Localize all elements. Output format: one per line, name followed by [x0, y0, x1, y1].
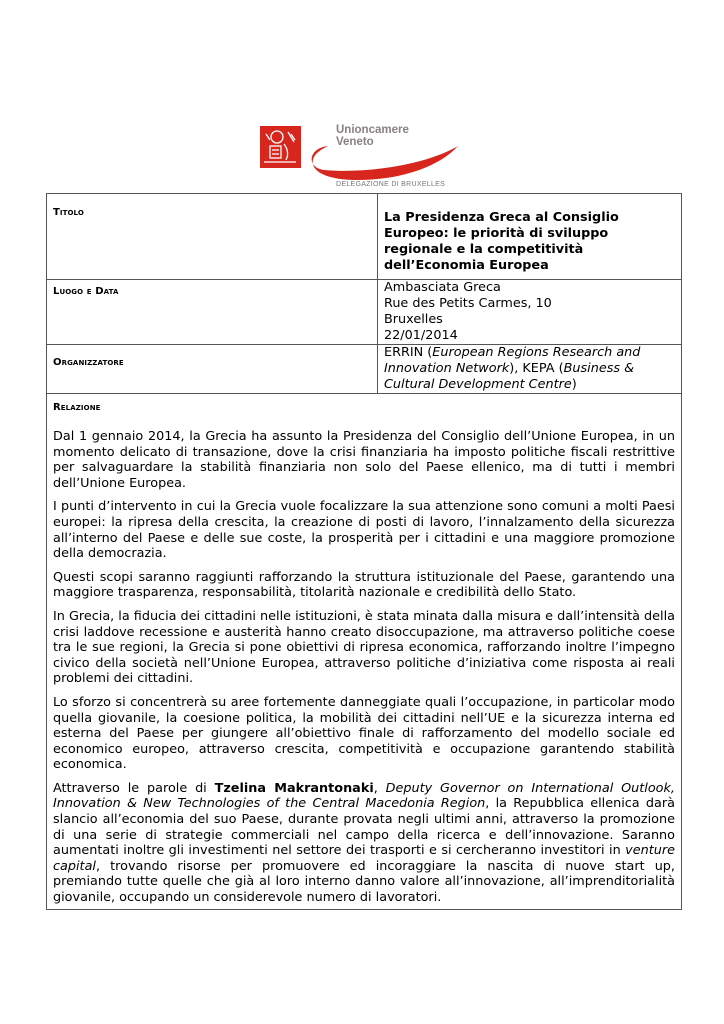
label-relazione: Relazione [53, 402, 101, 413]
luogo-line: Rue des Petits Carmes, 10 [384, 296, 552, 311]
logo-name-line1: Unioncamere [336, 124, 409, 136]
paragraph: Questi scopi saranno raggiunti rafforzando la struttura istituzionale del Paese, garantendo una maggiore trasparenza, responsabilità, titolarità nazionale e credibilità dello Stato. [53, 569, 675, 601]
label-organizzatore: Organizzatore [53, 357, 124, 368]
speaker-role: Deputy Governor on International Outlook, Innovation & New Technologies of the Central Macedonia Region [53, 780, 675, 812]
document-title: La Presidenza Greca al Consiglio Europeo: le priorità di sviluppo regionale e la competitività dell’Economia Europea [384, 210, 619, 273]
report-table [46, 193, 682, 910]
luogo-line: Bruxelles [384, 312, 443, 327]
luogo-line: Ambasciata Greca [384, 280, 501, 295]
label-titolo: Titolo [53, 207, 84, 218]
logo-subtitle: DELEGAZIONE DI BRUXELLES [336, 181, 446, 188]
event-date: 22/01/2014 [384, 328, 458, 343]
label-luogo-data: Luogo e Data [53, 286, 119, 297]
speaker-name: Tzelina Makrantonaki [214, 780, 374, 796]
paragraph: I punti d’intervento in cui la Grecia vuole focalizzare la sua attenzione sono comuni a molti Paesi europei: la ripresa della crescita, la creazione di posti di lavoro, l’innalzamento della sicurezza all’interno del Paese e delle sue coste, la prosperità per i cittadini e una maggiore promozione della democrazia. [53, 499, 675, 562]
organizzatore-value: ERRIN (European Regions Research and Innovation Network), KEPA (Business & Cultural Development Centre) [378, 345, 682, 394]
paragraph: Dal 1 gennaio 2014, la Grecia ha assunto la Presidenza del Consiglio dell’Unione Europea, in un momento delicato di transazione, dove la crisi finanziaria ha imposto politiche fiscali restrittive per salvaguardare la stabilità finanziaria non solo del Paese ellenico, ma di tutti i membri dell’Unione Europea. [53, 429, 675, 491]
row-titolo [47, 194, 682, 280]
row-organizzatore [47, 345, 682, 394]
logo-name-line2: Veneto [336, 136, 374, 148]
row-relazione [47, 394, 682, 910]
paragraph-last: Attraverso le parole di Tzelina Makrantonaki, Deputy Governor on International Outlook, Innovation & New Technologies of the Central Macedonia Region, la Repubblica ellenica darà slancio all’economia del suo Paese, durante provata negli ultimi anni, attraverso la promozione di una serie di strategie commerciali nel campo della ricerca e dell’innovazione. Saranno aumentati inoltre gli investimenti nel settore dei trasporti e si cercheranno investitori in venture capital, trovando risorse per promuovere ed incoraggiare la nascita di nuove start up, premiando tutte quelle che già al loro interno danno valore all’innovazione, all’imprenditorialità giovanile, occupando un considerevole numero di lavoratori. [53, 780, 675, 906]
unioncamere-veneto-logo [258, 124, 468, 190]
row-luogo-data [47, 280, 682, 345]
paragraph: In Grecia, la fiducia dei cittadini nelle istituzioni, è stata minata dalla misura e dall’intensità della crisi laddove recessione e austerità hanno creato disoccupazione, ma attraverso politiche coese tra le sue regioni, la Grecia si pone obiettivi di ripresa economica, rafforzando inoltre l’impegno civico della società nell’Unione Europea, attraverso politiche d’iniziativa come risposta ai reali problemi dei cittadini. [53, 608, 676, 687]
paragraph: Lo sforzo si concentrerà su aree fortemente danneggiate quali l’occupazione, in particolar modo quella giovanile, la coesione politica, la mobilità dei cittadini nell’UE e la sicurezza interna ed esterna del Paese per giungere all’obiettivo finale di rafforzamento del modello sociale ed economico europeo, attraverso crescita, competitività e occupazione garantendo stabilità economica. [53, 694, 675, 773]
